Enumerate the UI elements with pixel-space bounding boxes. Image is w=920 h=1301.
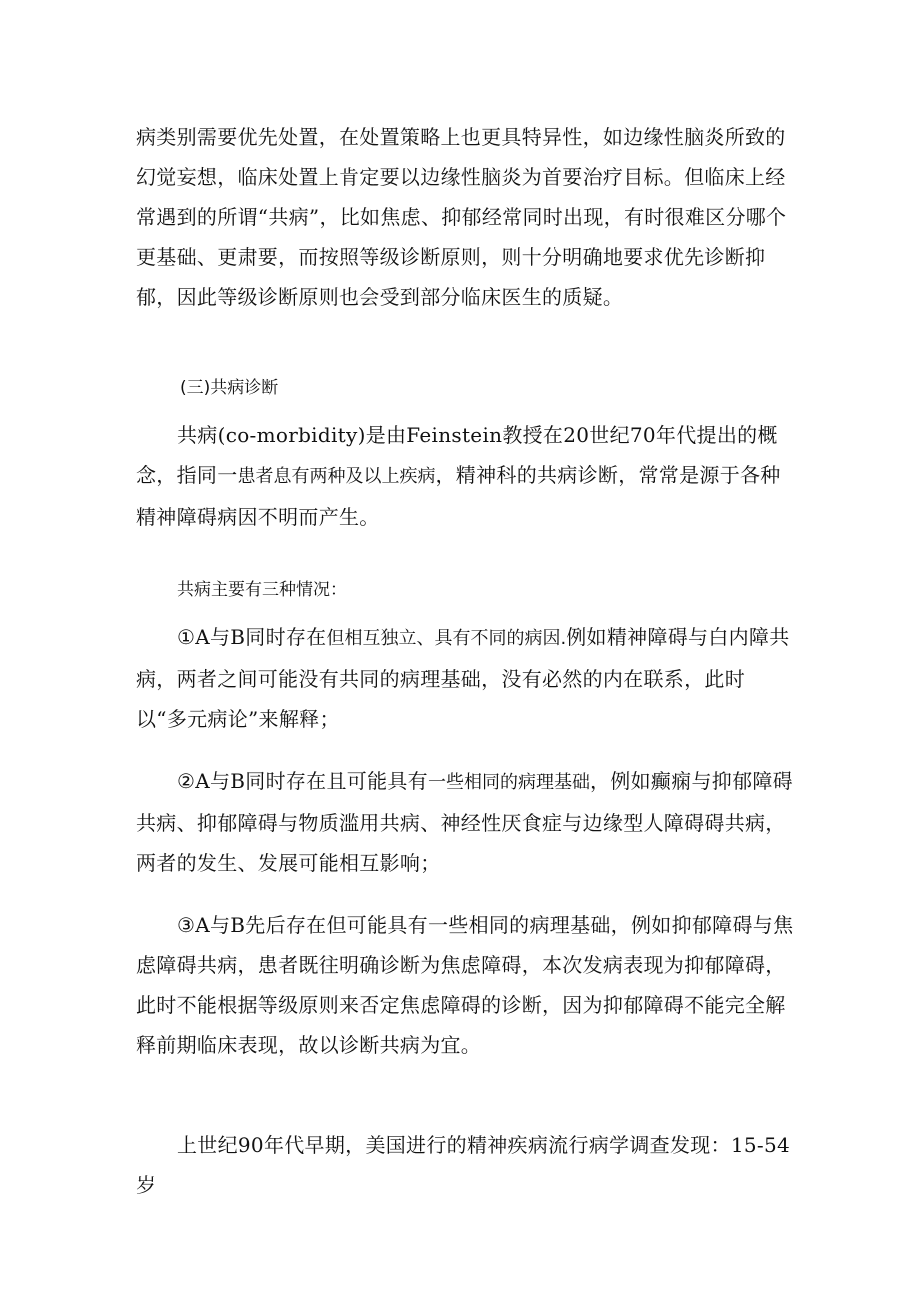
section-heading: (三)共病诊断: [180, 378, 279, 398]
paragraph-text: 病类别需要优先处置，在处置策略上也更具特异性，如边缘性脑炎所致的幻觉妄想，临床处置上肯定要以边缘性脑炎为首要治疗目标。但临床上经常遇到的所谓“共病”，比如焦虑、抑郁经常同时出现，有时很难区分哪个更基础、更肃要，而按照等级诊断原则，则十分明确地要求优先诊断抑郁，因此等级诊断原则也会受到部分临床医生的质疑。: [136, 125, 787, 309]
paragraph-hierarchy-diagnosis: [136, 117, 796, 317]
list-item-text: ，例如癫痫与抑郁障碍共病、抑郁障碍与物质滥用共病、神经性厌食症与边缘型人障碍碍共病，两者的发生、发展可能相互影响；: [136, 769, 793, 875]
list-item-text: ②A与B同时存在且可能具有: [177, 769, 428, 793]
paragraph-body: [136, 415, 796, 537]
list-item-text: ③A与B先后存在但可能具有一些相同的病理基础，例如抑郁障碍与焦虑障碍共病，患者既往明确诊断为焦虑障碍，本次发病表现为抑郁障碍，此时不能根据等级原则来否定焦虑障碍的诊断，因为抑郁障碍不能完全解释前期临床表现，故以诊断共病为宜。: [136, 913, 794, 1057]
paragraph-text: 共病(co-morbidity)是由Feinstein教授在20世纪70年代提出的概念，指同一: [136, 423, 778, 487]
list-item-text-sans: 但相互独立、具有不同的病因.: [326, 628, 567, 649]
list-item-2: [136, 761, 796, 883]
paragraph-text: ，精神科的共病诊断，常常是源于各种精神障碍病因不明而产生。: [136, 463, 781, 529]
list-item-text: 例如精神障碍与白内障共病，两者之间可能没有共同的病理基础，没有必然的内在联系，此时以“多元病论”来解释；: [136, 625, 790, 731]
paragraph-text: 上世纪90年代早期，美国进行的精神疾病流行病学调查发现：15-54岁: [136, 1133, 791, 1197]
list-intro: 共病主要有三种情况：: [177, 580, 347, 600]
list-item-1: [136, 617, 796, 739]
list-item-3: [136, 905, 796, 1065]
list-item-text-sans: 一些相同的病理基础: [427, 772, 590, 793]
paragraph-text-sans: 患者息有两种及以上疾病: [237, 466, 436, 487]
paragraph-epidemiology: [136, 1125, 796, 1205]
list-item-body: [136, 617, 796, 739]
list-item-body: [136, 761, 796, 883]
paragraph-comorbidity-definition: [136, 415, 796, 537]
list-item-text: ①A与B同时存在: [177, 625, 327, 649]
